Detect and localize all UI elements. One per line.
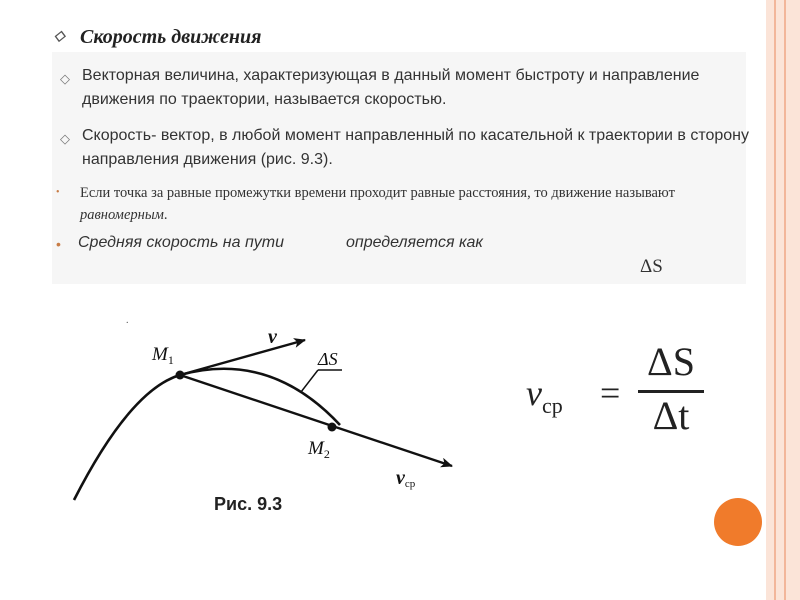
label-m2: $M_2$ [308,438,330,461]
average-speed-formula [526,339,726,444]
decorative-orange-circle [714,498,762,546]
label-delta-s: ΔS [318,349,338,369]
bullet-icon: ◇ [60,71,70,86]
label-v: v [268,326,277,348]
title-bullet-icon: ◇ [54,29,65,44]
stray-dot: . [126,315,129,326]
label-v-avg: vср [396,467,416,490]
paragraph-velocity-vector [60,124,750,172]
trajectory-figure [60,300,480,510]
delta-s-leader [301,370,318,392]
formula-denominator: Δt [652,393,690,438]
paragraph-text [56,232,746,254]
paragraph-average-speed [56,232,746,254]
figure-caption: Рис. 9.3 [214,494,283,514]
average-left-text: Средняя скорость на пути [78,234,284,251]
formula-numerator: ΔS [647,339,695,384]
trajectory-curve [74,369,340,500]
paragraph-text: Векторная величина, характеризующая в данный момент быстроту и направление движения по траектории, называется скоростью. [82,67,700,108]
point-m2 [328,423,337,432]
label-m1: $M_1$ [152,344,174,367]
slide-frame-border [766,0,800,600]
paragraph-uniform-motion [56,182,746,226]
note-italic-term: равномерным [80,207,164,223]
paragraph-text [56,182,746,226]
paragraph-text: Скорость- вектор, в любой момент направленный по касательной к траектории в сторону направления движения (рис. 9.3). [82,127,749,168]
note-text: Если точка за равные промежутки времени проходит равные расстояния, то движение называют [80,185,675,201]
bullet-icon: ◇ [60,131,70,146]
slide-title: Скорость движения [80,26,262,48]
paragraph-velocity-definition [60,64,750,112]
point-m1 [176,371,185,380]
bullet-icon: • [56,236,61,252]
note-period: . [163,207,168,223]
bullet-icon: • [56,187,60,198]
delta-s-label-top: ΔS [640,256,663,277]
formula-lhs: $v_{ср}$ [526,373,563,419]
average-right-text: определяется как [345,234,483,251]
formula-equals: = [600,373,621,413]
